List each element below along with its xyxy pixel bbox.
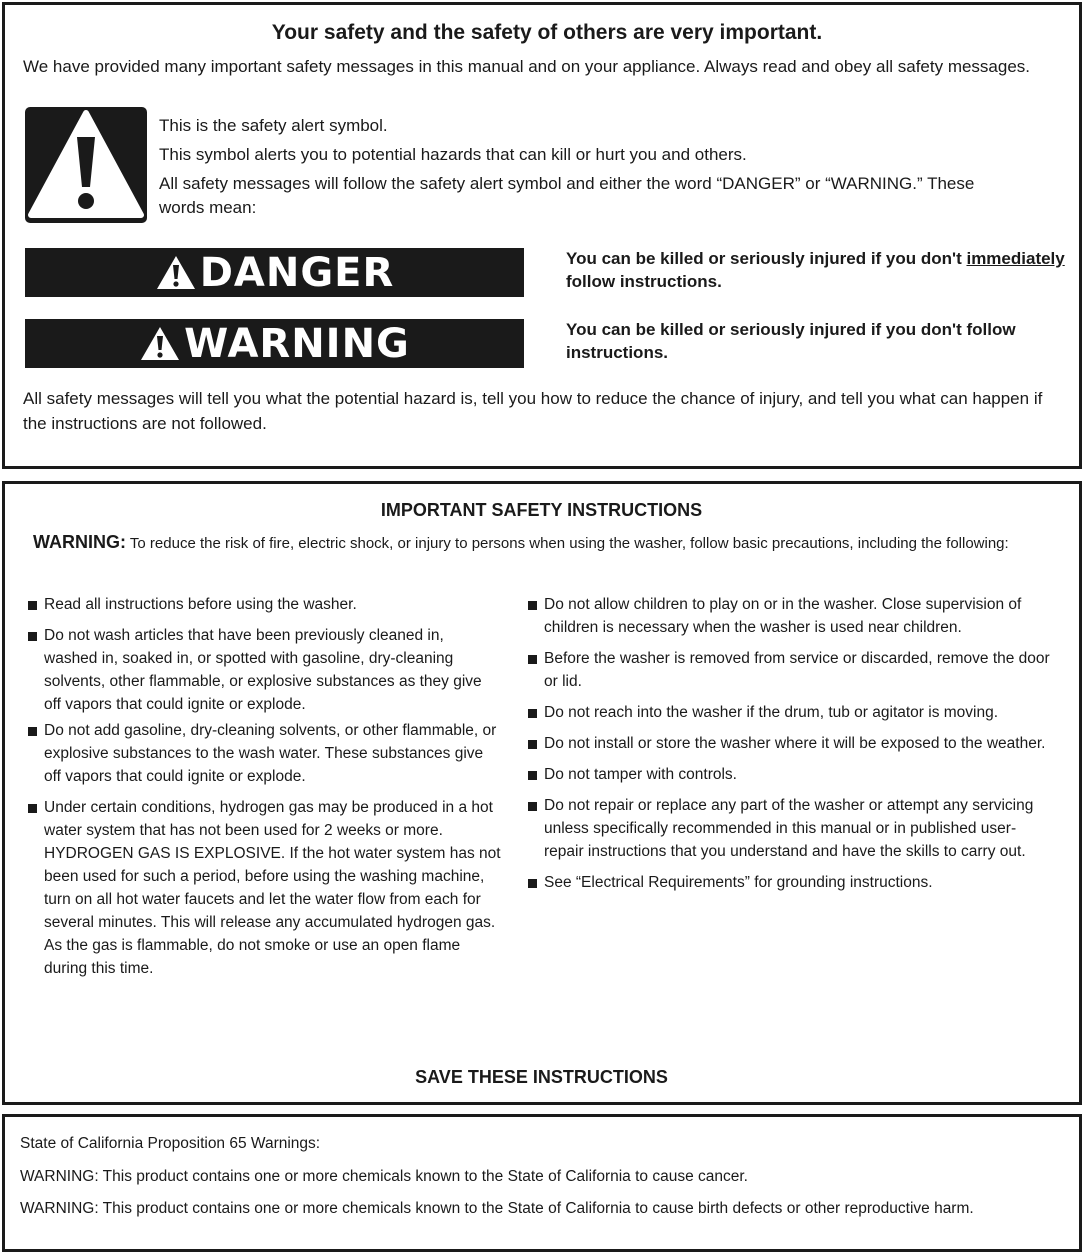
list-item — [26, 624, 501, 716]
square-bullet-icon — [528, 655, 537, 664]
symbol-line-3: All safety messages will follow the safety alert symbol and either the word “DANGER” or “WARNING.” These words mean: — [159, 174, 975, 217]
danger-word: DANGER — [199, 249, 395, 296]
list-item — [526, 732, 1051, 755]
list-item-text: Read all instructions before using the washer. — [44, 596, 357, 613]
list-item — [526, 794, 1051, 863]
list-item — [26, 593, 501, 616]
danger-definition-text: You can be killed or seriously injured if you don't — [566, 249, 967, 268]
danger-banner — [25, 248, 524, 297]
list-item — [526, 593, 1051, 639]
safety-title: Your safety and the safety of others are very important. — [271, 21, 823, 44]
square-bullet-icon — [28, 804, 37, 813]
list-item-text: Do not install or store the washer where it will be exposed to the weather. — [544, 735, 1046, 752]
list-item-text: Do not add gasoline, dry-cleaning solvents, or other flammable, or explosive substances to the wash water. These substances give off vapors that could ignite or explode. — [44, 722, 497, 785]
prop65-title: State of California Proposition 65 Warnings: — [20, 1135, 321, 1152]
warning-word: WARNING — [184, 320, 410, 367]
square-bullet-icon — [528, 879, 537, 888]
alert-triangle-icon — [155, 254, 197, 291]
warning-definition: You can be killed or seriously injured if you don't follow instructions. — [566, 320, 1016, 362]
square-bullet-icon — [28, 632, 37, 641]
list-item-text: Do not repair or replace any part of the washer or attempt any servicing unless specifically recommended in this manual or in published user-repair instructions that you understand and have the skills to carry out. — [544, 797, 1034, 860]
square-bullet-icon — [528, 740, 537, 749]
warning-text: To reduce the risk of fire, electric shock, or injury to persons when using the washer, follow basic precautions, including the following: — [129, 535, 1009, 552]
list-item-text: Do not allow children to play on or in the washer. Close supervision of children is necessary when the washer is used near children. — [544, 596, 1022, 636]
list-item-text: Before the washer is removed from service or discarded, remove the door or lid. — [544, 650, 1050, 690]
instructions-warning — [33, 530, 1043, 556]
symbol-line-2: This symbol alerts you to potential hazards that can kill or hurt you and others. — [159, 145, 747, 164]
alert-triangle-icon — [139, 325, 181, 362]
square-bullet-icon — [28, 601, 37, 610]
list-item — [26, 719, 501, 788]
safety-intro: We have provided many important safety messages in this manual and on your appliance. Always read and obey all safety messages. — [23, 57, 1031, 76]
instructions-title: IMPORTANT SAFETY INSTRUCTIONS — [380, 500, 703, 520]
warning-label: WARNING: — [33, 532, 126, 552]
list-item — [526, 763, 1051, 786]
prop65-warning-reproductive: WARNING: This product contains one or more chemicals known to the State of California to cause birth defects or other reproductive harm. — [20, 1200, 974, 1217]
square-bullet-icon — [528, 601, 537, 610]
square-bullet-icon — [528, 802, 537, 811]
prop65-warning-cancer: WARNING: This product contains one or more chemicals known to the State of California to cause cancer. — [20, 1168, 748, 1185]
danger-definition-emphasis: immediately — [966, 249, 1065, 268]
list-item — [526, 701, 1051, 724]
danger-definition-end: follow instructions. — [566, 272, 722, 291]
list-item-text: Under certain conditions, hydrogen gas may be produced in a hot water system that has not been used for 2 weeks or more. HYDROGEN GAS IS EXPLOSIVE. If the hot water system has not been used for such a period, before using the washing machine, turn on all hot water faucets and let the water flow from each for several minutes. This will release any accumulated hydrogen gas. As the gas is flammable, do not smoke or use an open flame during this time. — [44, 799, 501, 977]
safety-outro: All safety messages will tell you what the potential hazard is, tell you how to reduce the chance of injury, and tell you what can happen if the instructions are not followed. — [23, 389, 1043, 433]
save-instructions-footer: SAVE THESE INSTRUCTIONS — [415, 1067, 668, 1087]
list-item — [526, 871, 1051, 894]
list-item-text: See “Electrical Requirements” for grounding instructions. — [544, 874, 933, 891]
danger-definition — [566, 247, 1066, 293]
square-bullet-icon — [528, 709, 537, 718]
exclamation-triangle-icon — [25, 107, 147, 223]
list-item — [526, 647, 1051, 693]
list-item-text: Do not wash articles that have been previously cleaned in, washed in, soaked in, or spotted with gasoline, dry-cleaning solvents, other flammable, or explosive substances as they give off vapors that could ignite or explode. — [44, 627, 482, 713]
square-bullet-icon — [528, 771, 537, 780]
list-item — [26, 796, 501, 980]
symbol-line-1: This is the safety alert symbol. — [159, 116, 388, 135]
right-instruction-column — [526, 593, 1051, 894]
list-item-text: Do not reach into the washer if the drum, tub or agitator is moving. — [544, 704, 999, 721]
square-bullet-icon — [28, 727, 37, 736]
left-instruction-column — [26, 593, 501, 980]
warning-banner — [25, 319, 524, 368]
list-item-text: Do not tamper with controls. — [544, 766, 737, 783]
